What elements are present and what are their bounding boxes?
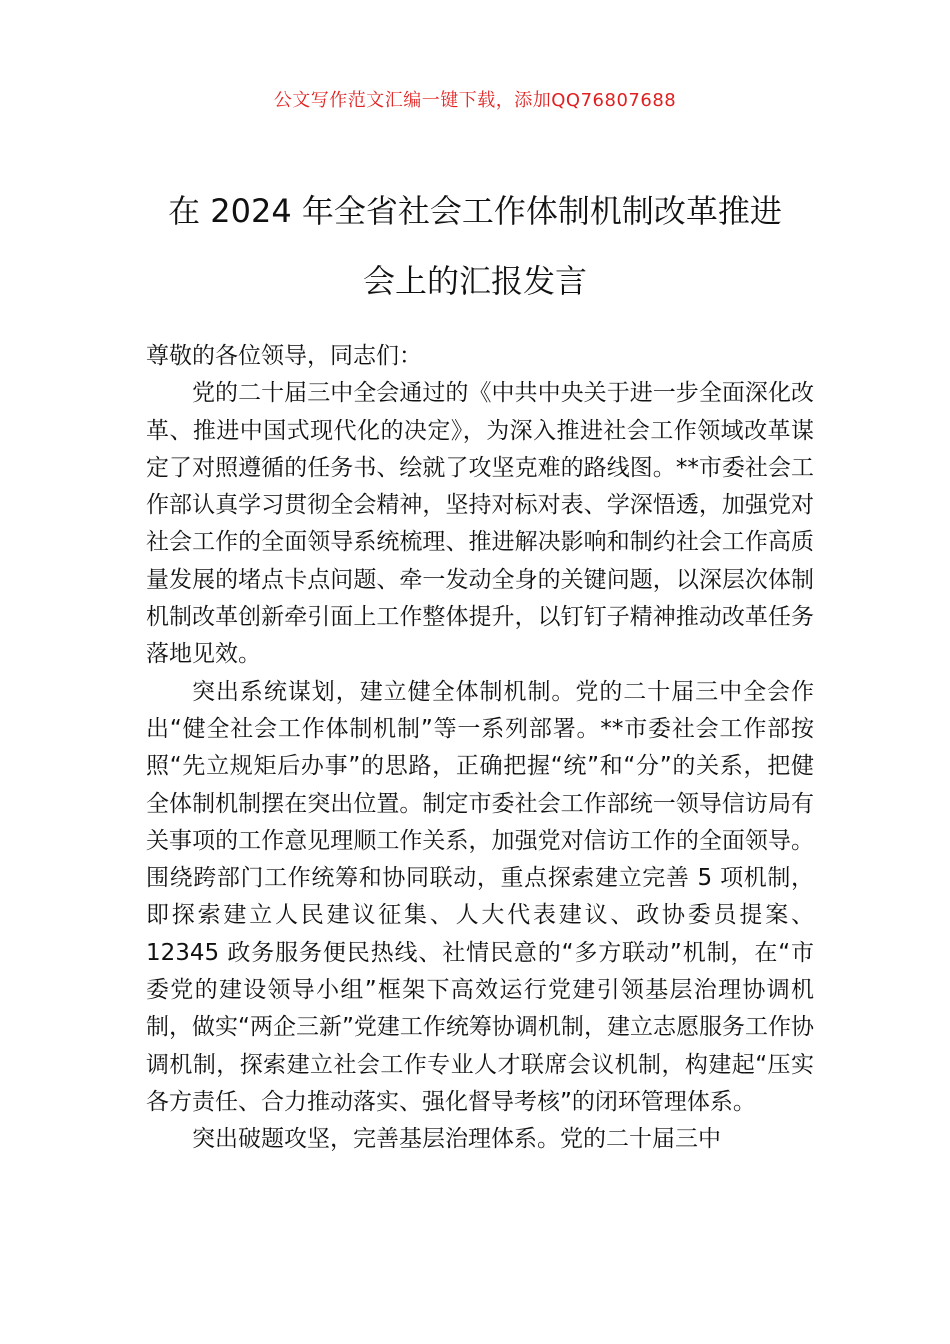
- watermark-text: 公文写作范文汇编一键下载，添加QQ76807688: [273, 90, 677, 111]
- title-line-2: 会上的汇报发言: [362, 262, 587, 300]
- paragraph-2: 突出系统谋划，建立健全体制机制。党的二十届三中全会作出“健全社会工作体制机制”等一系列部署。**市委社会工作部按照“先立规矩后办事”的思路，正确把握“统”和“分”的关系，把健全体制机制摆在突出位置。制定市委社会工作部统一领导信访局有关事项的工作意见理顺工作关系，加强党对信访工作的全面领导。围绕跨部门工作统筹和协同联动，重点探索建立完善 5 项机制，即探索建立人民建议征集、人大代表建议、政协委员提案、12345 政务服务便民热线、社情民意的“多方联动”机制，在“市委党的建设领导小组”框架下高效运行党建引领基层治理协调机制，做实“两企三新”党建工作统筹协调机制，建立志愿服务工作协调机制，探索建立社会工作专业人才联席会议机制，构建起“压实各方责任、合力推动落实、强化督导考核”的闭环管理体系。: [146, 678, 814, 1115]
- document-title: [120, 176, 830, 316]
- paragraph-1: 党的二十届三中全会通过的《中共中央关于进一步全面深化改革、推进中国式现代化的决定》，为深入推进社会工作领域改革谋定了对照遵循的任务书、绘就了攻坚克难的路线图。**市委社会工作部认真学习贯彻全会精神，坚持对标对表、学深悟透，加强党对社会工作的全面领导系统梳理、推进解决影响和制约社会工作高质量发展的堵点卡点问题、牵一发动全身的关键问题，以深层次体制机制改革创新牵引面上工作整体提升，以钉钉子精神推动改革任务落地见效。: [146, 380, 814, 668]
- document-body: [146, 338, 814, 1159]
- title-line-1: 在 2024 年全省社会工作体制机制改革推进: [168, 192, 782, 230]
- salutation: 尊敬的各位领导，同志们：: [146, 343, 422, 369]
- paragraph-3: 突出破题攻坚，完善基层治理体系。党的二十届三中: [192, 1126, 721, 1153]
